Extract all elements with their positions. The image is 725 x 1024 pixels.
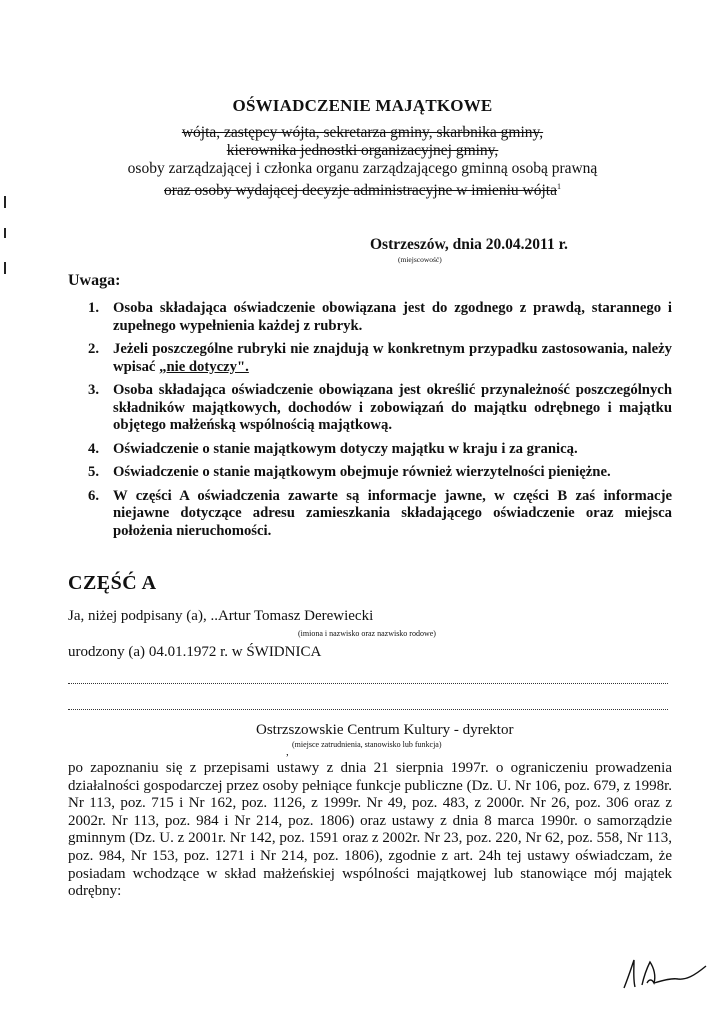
name-caption: (imiona i nazwisko oraz nazwisko rodowe) — [298, 629, 436, 638]
note-number: 3. — [88, 382, 100, 398]
birth-date-value: 04.01.1972 — [148, 644, 217, 660]
notes-list — [68, 300, 672, 546]
workplace-caption: (miejsce zatrudnienia, stanowisko lub funkcja) — [292, 740, 442, 749]
name-label: Ja, niżej podpisany (a), .. — [68, 608, 218, 624]
note-quoted-phrase: „nie dotyczy". — [159, 358, 249, 375]
note-text: Oświadczenie o stanie majątkowym dotyczy majątku w kraju i za granicą. — [113, 440, 578, 457]
place-caption: (miejscowość) — [398, 255, 442, 264]
scan-edge-mark — [4, 228, 6, 238]
note-number: 5. — [88, 464, 100, 480]
note-text: Jeżeli poszczególne rubryki nie znajdują w konkretnym przypadku zastosowania, należy wpisać — [113, 341, 672, 375]
note-text: Osoba składająca oświadczenie obowiązana jest do zgodnego z prawdą, starannego i zupełnego wypełnienia każdej z rubryk. — [113, 300, 672, 334]
struck-subtitle-line-3: oraz osoby wydającej decyzje administracyjne w imieniu wójta — [164, 182, 557, 200]
birth-connector: r. w — [216, 644, 247, 660]
birth-place-value: ŚWIDNICA — [246, 644, 322, 660]
workplace-comma: , — [286, 746, 289, 758]
struck-subtitle-line-2: kierownika jednostki organizacyjnej gminy, — [226, 142, 499, 159]
footnote-marker: 1 — [556, 182, 561, 191]
struck-subtitle-row — [0, 178, 725, 200]
dotted-fill-line — [68, 683, 668, 684]
note-number: 2. — [88, 341, 100, 357]
declaration-body: po zapoznaniu się z przepisami ustawy z dnia 21 sierpnia 1997r. o ograniczeniu prowadzenia działalności gospodarczej przez osoby pełniące funkcje publiczne (Dz. U. Nr 106, poz. 679, z 1998r. Nr 113, poz. 715 i Nr 162, poz. 1126, z 1999r. Nr 49, poz. 483, z 2000r. Nr 26, poz. 306 oraz z 2002r. Nr 113, poz. 984 i Nr 214, poz. 1806) oraz ustawy z dnia 8 marca 1990r. o samorządzie gminnym (Dz. U. z 2001r. Nr 142, poz. 1591 oraz z 2002r. Nr 23, poz. 220, Nr 62, poz. 558, Nr 113, poz. 984, Nr 153, poz. 1271 i Nr 214, poz. 1806), zgodnie z art. 24h tej ustawy oświadczam, że posiadam wchodzące w skład małżeńskiej wspólności majątkowej lub stanowiące mój majątek odrębny: — [68, 760, 672, 900]
place-and-date: Ostrzeszów, dnia 20.04.2011 r. — [370, 236, 568, 253]
note-item — [68, 341, 672, 376]
note-text: W części A oświadczenia zawarte są informacje jawne, w części B zaś informacje niejawne dotyczące adresu zamieszkania składającego oświadczenie oraz miejsca położenia nieruchomości. — [113, 487, 672, 539]
note-item — [68, 488, 672, 541]
name-field-row — [68, 608, 373, 625]
note-number: 4. — [88, 440, 100, 457]
note-item — [68, 464, 672, 482]
notes-heading: Uwaga: — [68, 272, 121, 289]
signature-image — [620, 952, 712, 992]
struck-subtitle-line-1: wójta, zastępcy wójta, sekretarza gminy, skarbnika gminy, — [181, 124, 544, 141]
part-a-title: CZĘŚĆ A — [68, 572, 157, 594]
workplace-value: Ostrzszowskie Centrum Kultury - dyrektor — [256, 722, 514, 738]
birth-field-row — [68, 644, 321, 661]
note-text: Oświadczenie o stanie majątkowym obejmuje również wierzytelności pieniężne. — [113, 464, 611, 480]
note-number: 6. — [88, 487, 100, 504]
scan-edge-mark — [4, 262, 6, 274]
active-subtitle-line: osoby zarządzającej i członka organu zarządzającego gminną osobą prawną — [127, 160, 598, 177]
note-item — [68, 300, 672, 335]
note-number: 1. — [88, 300, 100, 316]
name-value: Artur Tomasz Derewiecki — [217, 608, 374, 624]
note-text: Osoba składająca oświadczenie obowiązana jest określić przynależność poszczególnych składników majątkowych, dochodów i zobowiązań do majątku odrębnego i majątku objętego małżeńską wspólnością majątkową. — [113, 382, 672, 433]
dotted-fill-line — [68, 709, 668, 710]
note-item — [68, 382, 672, 435]
document-title: OŚWIADCZENIE MAJĄTKOWE — [232, 96, 493, 115]
birth-label: urodzony (a) — [68, 644, 149, 660]
note-item — [68, 441, 672, 459]
